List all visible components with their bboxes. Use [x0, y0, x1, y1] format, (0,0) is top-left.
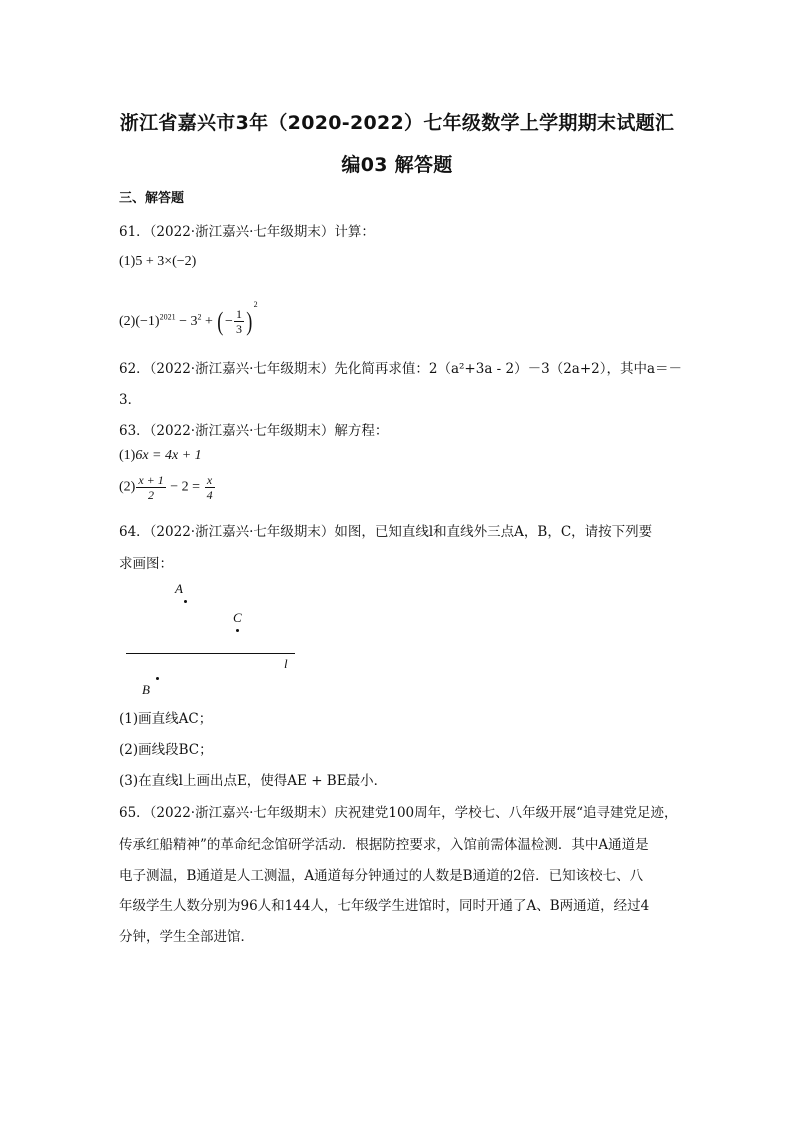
- point-b-dot: [156, 677, 159, 680]
- q61-part2-label: (2): [119, 314, 136, 329]
- q65-line5: 分钟，学生全部进馆．: [119, 929, 254, 945]
- q65-line3: 电子测温，B通道是人工测温，A通道每分钟通过的人数是B通道的2倍．已知该校七、八: [119, 868, 644, 884]
- q64-item2: (2)画线段BC；: [119, 742, 213, 758]
- point-b-label: B: [142, 682, 150, 697]
- line-l: [126, 653, 295, 654]
- frac-denominator: 3: [235, 322, 242, 337]
- point-a-label: A: [175, 581, 183, 596]
- q61-part2-fraction: [234, 308, 244, 335]
- q61-part2-plus: +: [201, 314, 217, 329]
- q61-part1-expr: 5 + 3×(−2): [135, 254, 197, 269]
- document-title-line2: 编03 解答题: [341, 154, 453, 176]
- frac-denominator: 2: [148, 488, 155, 502]
- q63-fraction1: [136, 474, 165, 501]
- line-l-label: l: [284, 656, 288, 671]
- frac-numerator: 1: [235, 307, 242, 322]
- q65-line2: 传承红船精神”的革命纪念馆研学活动．根据防控要求，入馆前需体温检测．其中A通道是: [119, 837, 649, 853]
- q64-line2: 求画图：: [119, 556, 173, 572]
- q63-part2-mid: − 2 =: [166, 479, 204, 495]
- q61-part1-label: (1): [119, 254, 136, 269]
- point-a-dot: [184, 600, 187, 603]
- q64-line1: 64．（2022·浙江嘉兴·七年级期末）如图，已知直线l和直线外三点A，B，C，请按下列要: [119, 524, 653, 540]
- q65-line4: 年级学生人数分别为96人和144人，七年级学生进馆时，同时开通了A、B两通道，经过4: [119, 898, 650, 914]
- frac-denominator: 4: [206, 488, 213, 502]
- q65-line1: 65．（2022·浙江嘉兴·七年级期末）庆祝建党100周年，学校七、八年级开展“追寻建党足迹，: [119, 805, 678, 821]
- point-c-dot: [236, 629, 239, 632]
- left-paren: (: [217, 306, 224, 336]
- q61-part2: [119, 300, 258, 337]
- q63-stem: 63．（2022·浙江嘉兴·七年级期末）解方程：: [119, 423, 389, 439]
- frac-numerator: x: [205, 474, 215, 488]
- q61-part2-base: (−1): [135, 314, 160, 329]
- q63-part2: [119, 474, 216, 501]
- q61-part2-exp2: 2: [197, 312, 202, 322]
- q61-part2-neg: −: [225, 314, 233, 329]
- q63-fraction2: [205, 474, 215, 501]
- q61-stem: 61．（2022·浙江嘉兴·七年级期末）计算：: [119, 224, 375, 240]
- q63-part2-label: (2): [119, 479, 136, 495]
- q62-line2: 3．: [119, 392, 142, 408]
- q64-item3: (3)在直线l上画出点E，使得AE + BE最小．: [119, 773, 388, 789]
- right-paren: ): [246, 306, 253, 336]
- q61-part2-mid: − 3: [175, 314, 198, 329]
- frac-numerator: x + 1: [138, 473, 164, 487]
- q61-part2-exp: 2021: [159, 312, 176, 322]
- q61-part2-exp3: 2: [253, 300, 258, 309]
- q63-part1-expr: 6x = 4x + 1: [135, 448, 202, 463]
- q61-part1: [119, 254, 196, 270]
- q63-part1-label: (1): [119, 448, 136, 463]
- q62-line1: 62．（2022·浙江嘉兴·七年级期末）先化简再求值：2（a²+3a - 2）－3（2a+2），其中a＝－: [119, 361, 683, 377]
- section-heading: 三、解答题: [119, 191, 185, 206]
- point-c-label: C: [233, 610, 242, 625]
- document-title-line1: 浙江省嘉兴市3年（2020-2022）七年级数学上学期期末试题汇: [119, 112, 675, 134]
- q64-item1: (1)画直线AC；: [119, 711, 213, 727]
- q63-part1: [119, 448, 202, 464]
